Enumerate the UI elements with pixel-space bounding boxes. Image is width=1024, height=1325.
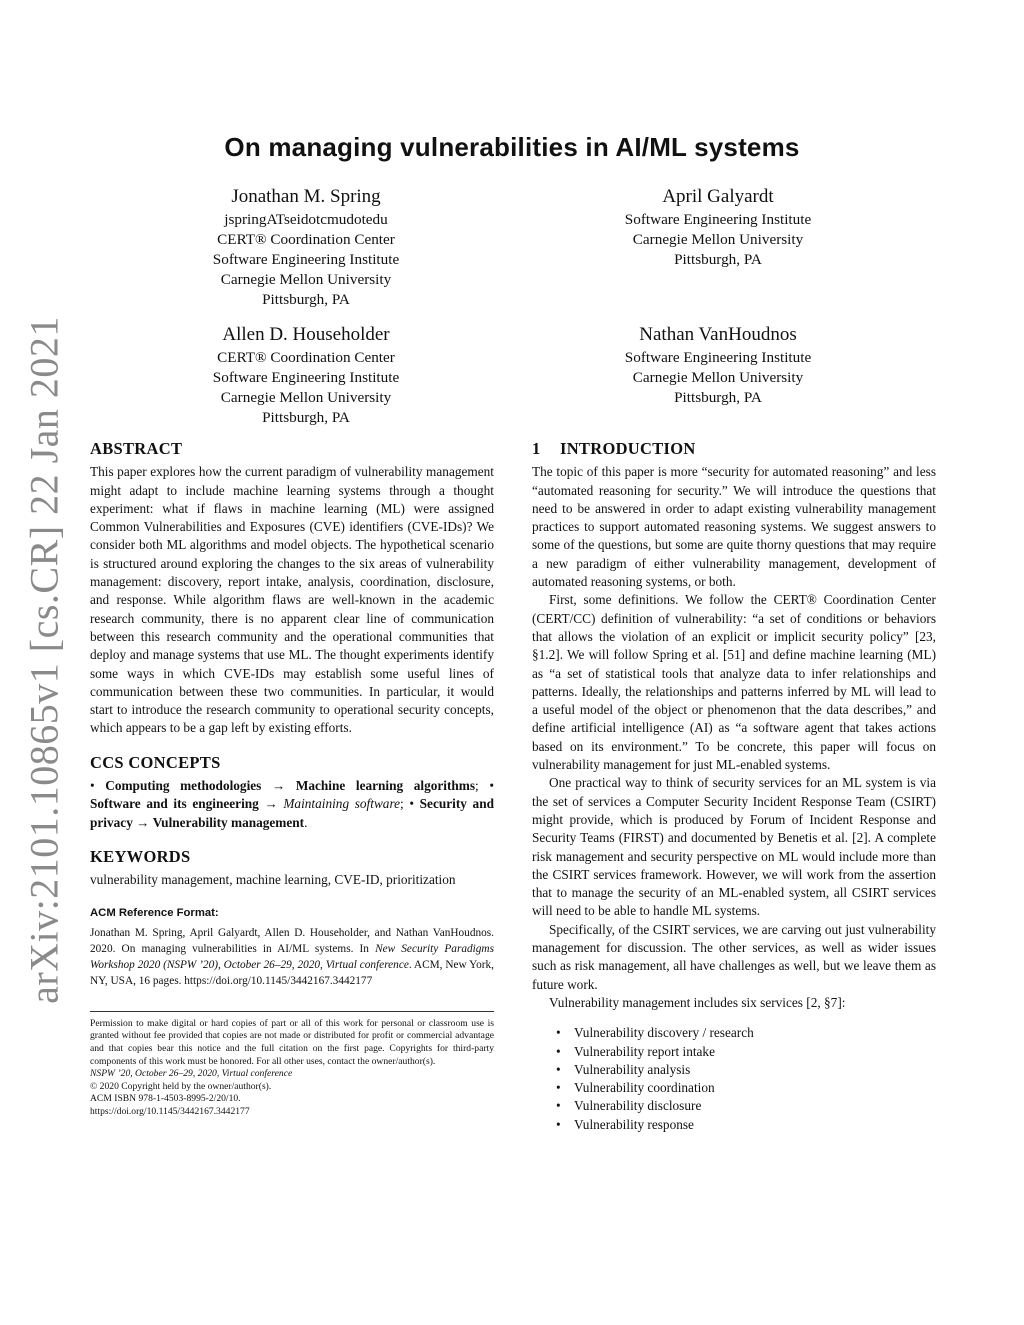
ccs-term: Machine learning algorithms bbox=[295, 778, 476, 794]
author-affiliation: Carnegie Mellon University bbox=[632, 231, 804, 248]
ccs-term: Maintaining software bbox=[283, 796, 401, 812]
author-affiliation: CERT® Coordination Center bbox=[217, 231, 395, 248]
right-column bbox=[532, 440, 936, 1134]
footnote-divider bbox=[90, 1011, 494, 1012]
author-affiliation: Software Engineering Institute bbox=[624, 349, 812, 366]
author-name: Allen D. Householder bbox=[222, 324, 390, 345]
abstract-text: This paper explores how the current paradigm of vulnerability management might adapt to include machine learning systems through a thought experiment: what if flaws in machine learning (ML) were assigned Common Vulnerabilities and Exposures (CVE) identifiers (CVE-IDs)? We consider both ML algorithms and model objects. The hypothetical scenario is structured around exploring the changes to the six areas of vulnerability management: discovery, report intake, analysis, coordination, disclosure, and response. While algorithm flaws are well-known in the academic research community, there is no apparent clear line of communication between this research community and the operational communities that deploy and manage systems that use ML. The thought experiments identify some ways in which CVE-IDs may establish some useful lines of communication between these two communities. In particular, it would start to introduce the research community to operational security concepts, which appears to be a gap left by existing efforts. bbox=[90, 464, 494, 736]
intro-paragraph: One practical way to think of security services for an ML system is via the set of services a Computer Security Incident Response Team (CSIRT) might provide, which is produced by Forum of Incident Response and Security Teams (FIRST) and documented by Benetis et al. [2]. A complete risk management and security perspective on ML would include more than the CSIRT services framework. However, we will work from the assertion that to manage the security of an ML-enabled system, all CSIRT services will need to be able to handle ML systems. bbox=[532, 775, 936, 919]
services-list bbox=[532, 1024, 936, 1134]
author-affiliation: Software Engineering Institute bbox=[624, 211, 812, 228]
permission-notice: Permission to make digital or hard copies of part or all of this work for personal or classroom use is granted without fee provided that copies are not made or distributed for profit or commercial advantage and that copies bear this notice and the full citation on the first page. Copyrights for third-party components of this work must be honored. For all other uses, contact the owner/author(s). NSPW ’20, October 26–29, 2020, Virtual conference © 2020 Copyright held by the owner/author(s). ACM ISBN 978-1-4503-8995-2/20/10. https://doi.org/10.1145/3442167.3442177 bbox=[90, 1017, 494, 1117]
intro-paragraph: Specifically, of the CSIRT services, we are carving out just vulnerability management for discussion. The other services, as well as wider issues such as risk management, all have challenges as well, but we leave them as future work. bbox=[532, 921, 936, 992]
ccs-term: Computing methodologies bbox=[105, 778, 262, 794]
abstract-heading: ABSTRACT bbox=[90, 439, 183, 458]
ccs-concepts: • Computing methodologies → Machine learning algorithms; • Software and its engineering → Maintaining software; • Security and privacy → Vulnerability management. bbox=[90, 778, 494, 830]
intro-paragraph: The topic of this paper is more “security for automated reasoning” and less “automated reasoning for security.” We will introduce the questions that need to be answered in order to adapt existing vulnerability management practices to support automated reasoning systems. We suggest answers to some of the questions, but some are quite thorny questions that may require a new paradigm of either vulnerability management, development of automated reasoning systems, or both. bbox=[532, 464, 936, 590]
arxiv-stamp: arXiv:2101.10865v1 [cs.CR] 22 Jan 2021 bbox=[21, 316, 67, 1004]
author-affiliation: Software Engineering Institute bbox=[212, 251, 400, 268]
author-block-3 bbox=[156, 322, 456, 428]
list-item: • Vulnerability response bbox=[556, 1116, 936, 1134]
intro-paragraph: First, some definitions. We follow the CERT® Coordination Center (CERT/CC) definition of vulnerability: “a set of conditions or behaviors that allows the violation of an explicit or implicit security policy” [23, §1.2]. We will follow Spring et al. [51] and define machine learning (ML) as “a set of statistical tools that analyze data to infer relationships and patterns. Ideally, the relationships and patterns inferred by ML will lead to a useful model of the object or phenomenon that the data describes,” and define artificial intelligence (AI) as “a software agent that takes actions based on its environment.” To be concrete, this paper will focus on vulnerability management for just ML-enabled systems. bbox=[532, 592, 936, 773]
author-affiliation: Software Engineering Institute bbox=[212, 369, 400, 386]
author-location: Pittsburgh, PA bbox=[262, 291, 350, 308]
left-column bbox=[90, 440, 494, 1119]
author-name: Jonathan M. Spring bbox=[231, 186, 381, 207]
author-location: Pittsburgh, PA bbox=[262, 409, 350, 426]
author-email: jspringATseidotcmudotedu bbox=[224, 211, 388, 228]
ccs-heading: CCS CONCEPTS bbox=[90, 752, 221, 772]
author-location: Pittsburgh, PA bbox=[674, 251, 762, 268]
list-item: • Vulnerability discovery / research bbox=[556, 1024, 936, 1042]
ccs-term: Vulnerability management bbox=[152, 814, 305, 830]
author-affiliation: CERT® Coordination Center bbox=[217, 349, 395, 366]
intro-paragraph: Vulnerability management includes six services [2, §7]: bbox=[549, 994, 846, 1010]
author-name: Nathan VanHoudnos bbox=[639, 324, 797, 345]
author-block-4 bbox=[568, 322, 868, 408]
author-name: April Galyardt bbox=[662, 186, 774, 207]
acm-reference-text: Jonathan M. Spring, April Galyardt, Allen D. Householder, and Nathan VanHoudnos. 2020. On managing vulnerabilities in AI/ML systems. In New Security Paradigms Workshop 2020 (NSPW ’20), October 26–29, 2020, Virtual conference. ACM, New York, NY, USA, 16 pages. https://doi.org/10.1145/3442167.3442177 bbox=[90, 926, 495, 987]
list-item: • Vulnerability report intake bbox=[556, 1043, 936, 1061]
author-block-1 bbox=[156, 184, 456, 310]
list-item: • Vulnerability analysis bbox=[556, 1061, 936, 1079]
keywords-text: vulnerability management, machine learning, CVE-ID, prioritization bbox=[90, 872, 456, 888]
author-location: Pittsburgh, PA bbox=[674, 389, 762, 406]
doi-link[interactable]: https://doi.org/10.1145/3442167.3442177 bbox=[90, 1105, 250, 1117]
list-item: • Vulnerability disclosure bbox=[556, 1097, 936, 1115]
keywords-heading: KEYWORDS bbox=[90, 846, 191, 866]
paper-title: On managing vulnerabilities in AI/ML systems bbox=[224, 132, 800, 162]
author-affiliation: Carnegie Mellon University bbox=[220, 389, 392, 406]
ccs-term: Software and its engineering bbox=[90, 796, 259, 812]
intro-heading: 1 INTRODUCTION bbox=[532, 439, 696, 458]
author-block-2 bbox=[568, 184, 868, 270]
list-item: • Vulnerability coordination bbox=[556, 1079, 936, 1097]
ccs-term: Security and privacy bbox=[90, 796, 494, 830]
author-affiliation: Carnegie Mellon University bbox=[632, 369, 804, 386]
author-affiliation: Carnegie Mellon University bbox=[220, 271, 392, 288]
acm-reference-heading: ACM Reference Format: bbox=[90, 906, 219, 919]
